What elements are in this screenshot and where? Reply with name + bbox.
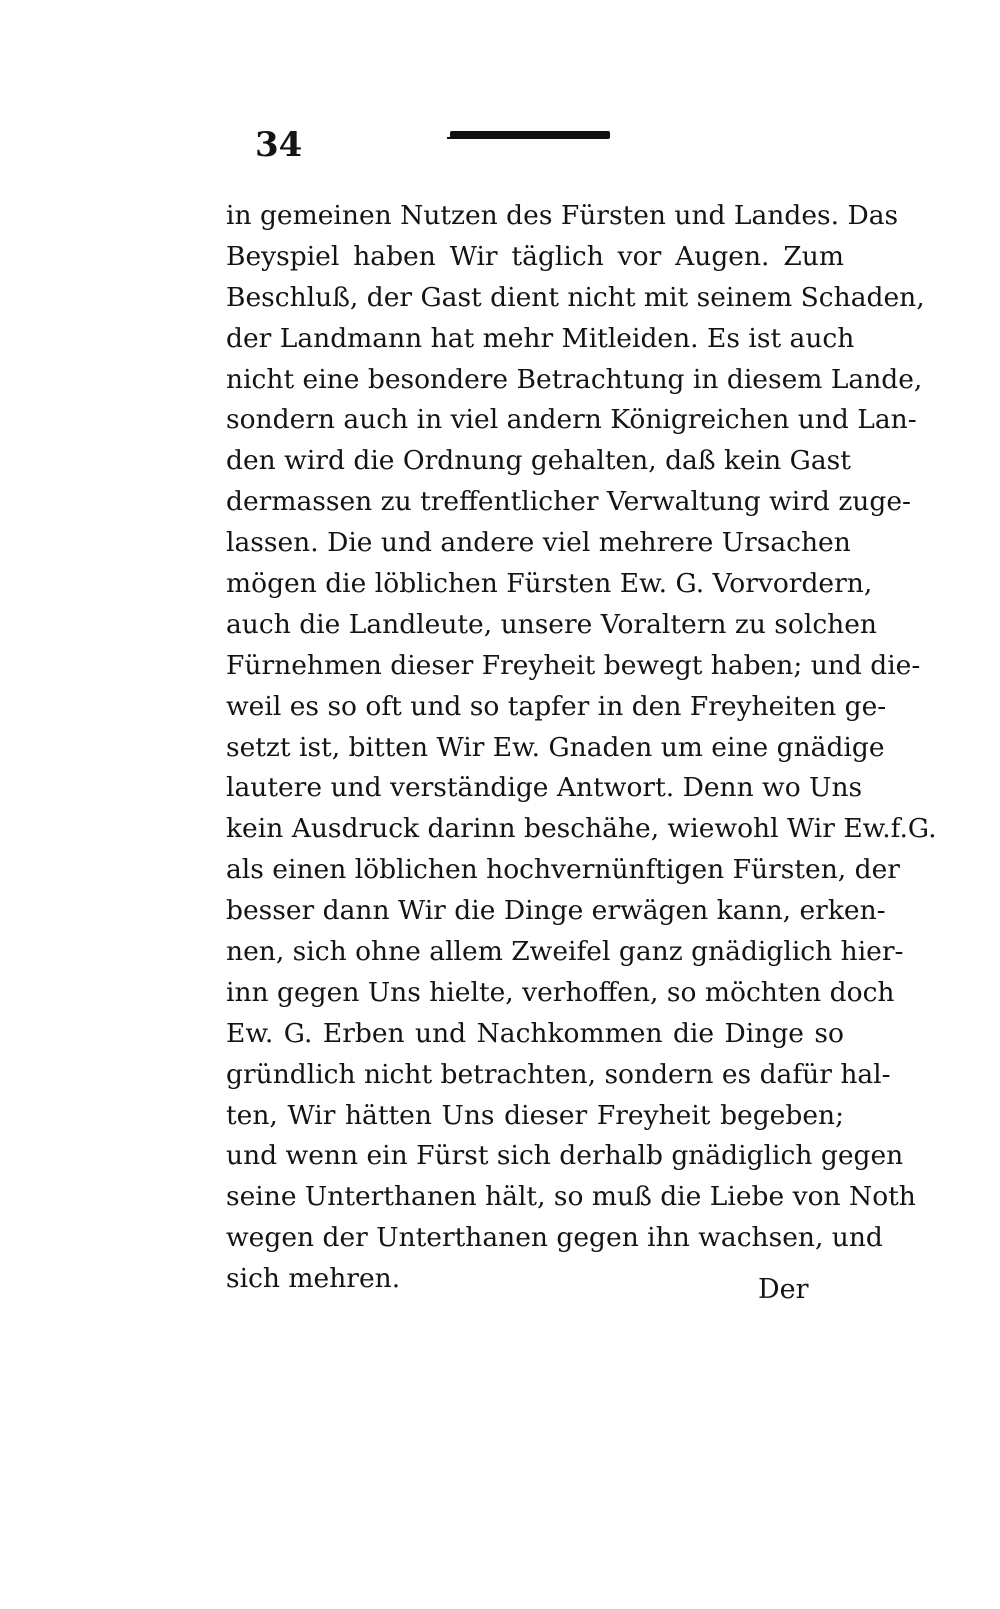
text-line: und wenn ein Fürst sich derhalb gnädiglich gegen bbox=[226, 1140, 904, 1172]
text-line: dermassen zu treffentlicher Verwaltung wird zuge- bbox=[226, 486, 911, 518]
text-line: weil es so oft und so tapfer in den Freyheiten ge- bbox=[226, 690, 887, 722]
header-rule bbox=[450, 131, 610, 139]
text-line: setzt ist, bitten Wir Ew. Gnaden um eine gnädige bbox=[226, 731, 885, 763]
text-line: inn gegen Uns hielte, verhoffen, so möchten doch bbox=[226, 976, 895, 1008]
text-line: Beyspiel haben Wir täglich vor Augen. Zum bbox=[226, 240, 844, 272]
text-line: sich mehren. bbox=[226, 1263, 401, 1295]
text-line: Fürnehmen dieser Freyheit bewegt haben; und die- bbox=[226, 649, 921, 681]
text-line: der Landmann hat mehr Mitleiden. Es ist auch bbox=[226, 322, 855, 354]
text-line: gründlich nicht betrachten, sondern es dafür hal- bbox=[226, 1058, 891, 1090]
text-line: den wird die Ordnung gehalten, daß kein Gast bbox=[226, 445, 851, 477]
text-line: besser dann Wir die Dinge erwägen kann, erken- bbox=[226, 895, 886, 927]
text-line: nicht eine besondere Betrachtung in diesem Lande, bbox=[226, 363, 923, 395]
text-line: ten, Wir hätten Uns dieser Freyheit begeben; bbox=[226, 1099, 844, 1131]
page-number: 34 bbox=[255, 125, 303, 165]
text-line: Beschluß, der Gast dient nicht mit seinem Schaden, bbox=[226, 281, 925, 313]
text-line: auch die Landleute, unsere Voraltern zu solchen bbox=[226, 608, 877, 640]
body-text bbox=[226, 196, 937, 1300]
text-line: wegen der Unterthanen gegen ihn wachsen, und bbox=[226, 1222, 883, 1254]
text-line: mögen die löblichen Fürsten Ew. G. Vorvordern, bbox=[226, 568, 873, 600]
text-line: sondern auch in viel andern Königreichen und Lan- bbox=[226, 404, 917, 436]
text-line: kein Ausdruck darinn beschähe, wiewohl Wir Ew.f.G. bbox=[226, 813, 937, 845]
text-line: lautere und verständige Antwort. Denn wo Uns bbox=[226, 772, 863, 804]
text-line: als einen löblichen hochvernünftigen Fürsten, der bbox=[226, 854, 900, 886]
catchword: Der bbox=[758, 1274, 809, 1305]
text-line: nen, sich ohne allem Zweifel ganz gnädiglich hier- bbox=[226, 936, 904, 968]
text-line: in gemeinen Nutzen des Fürsten und Landes. Das bbox=[226, 200, 899, 231]
text-line: lassen. Die und andere viel mehrere Ursachen bbox=[226, 527, 851, 559]
text-line: seine Unterthanen hält, so muß die Liebe von Noth bbox=[226, 1181, 916, 1213]
text-line: Ew. G. Erben und Nachkommen die Dinge so bbox=[226, 1017, 844, 1049]
